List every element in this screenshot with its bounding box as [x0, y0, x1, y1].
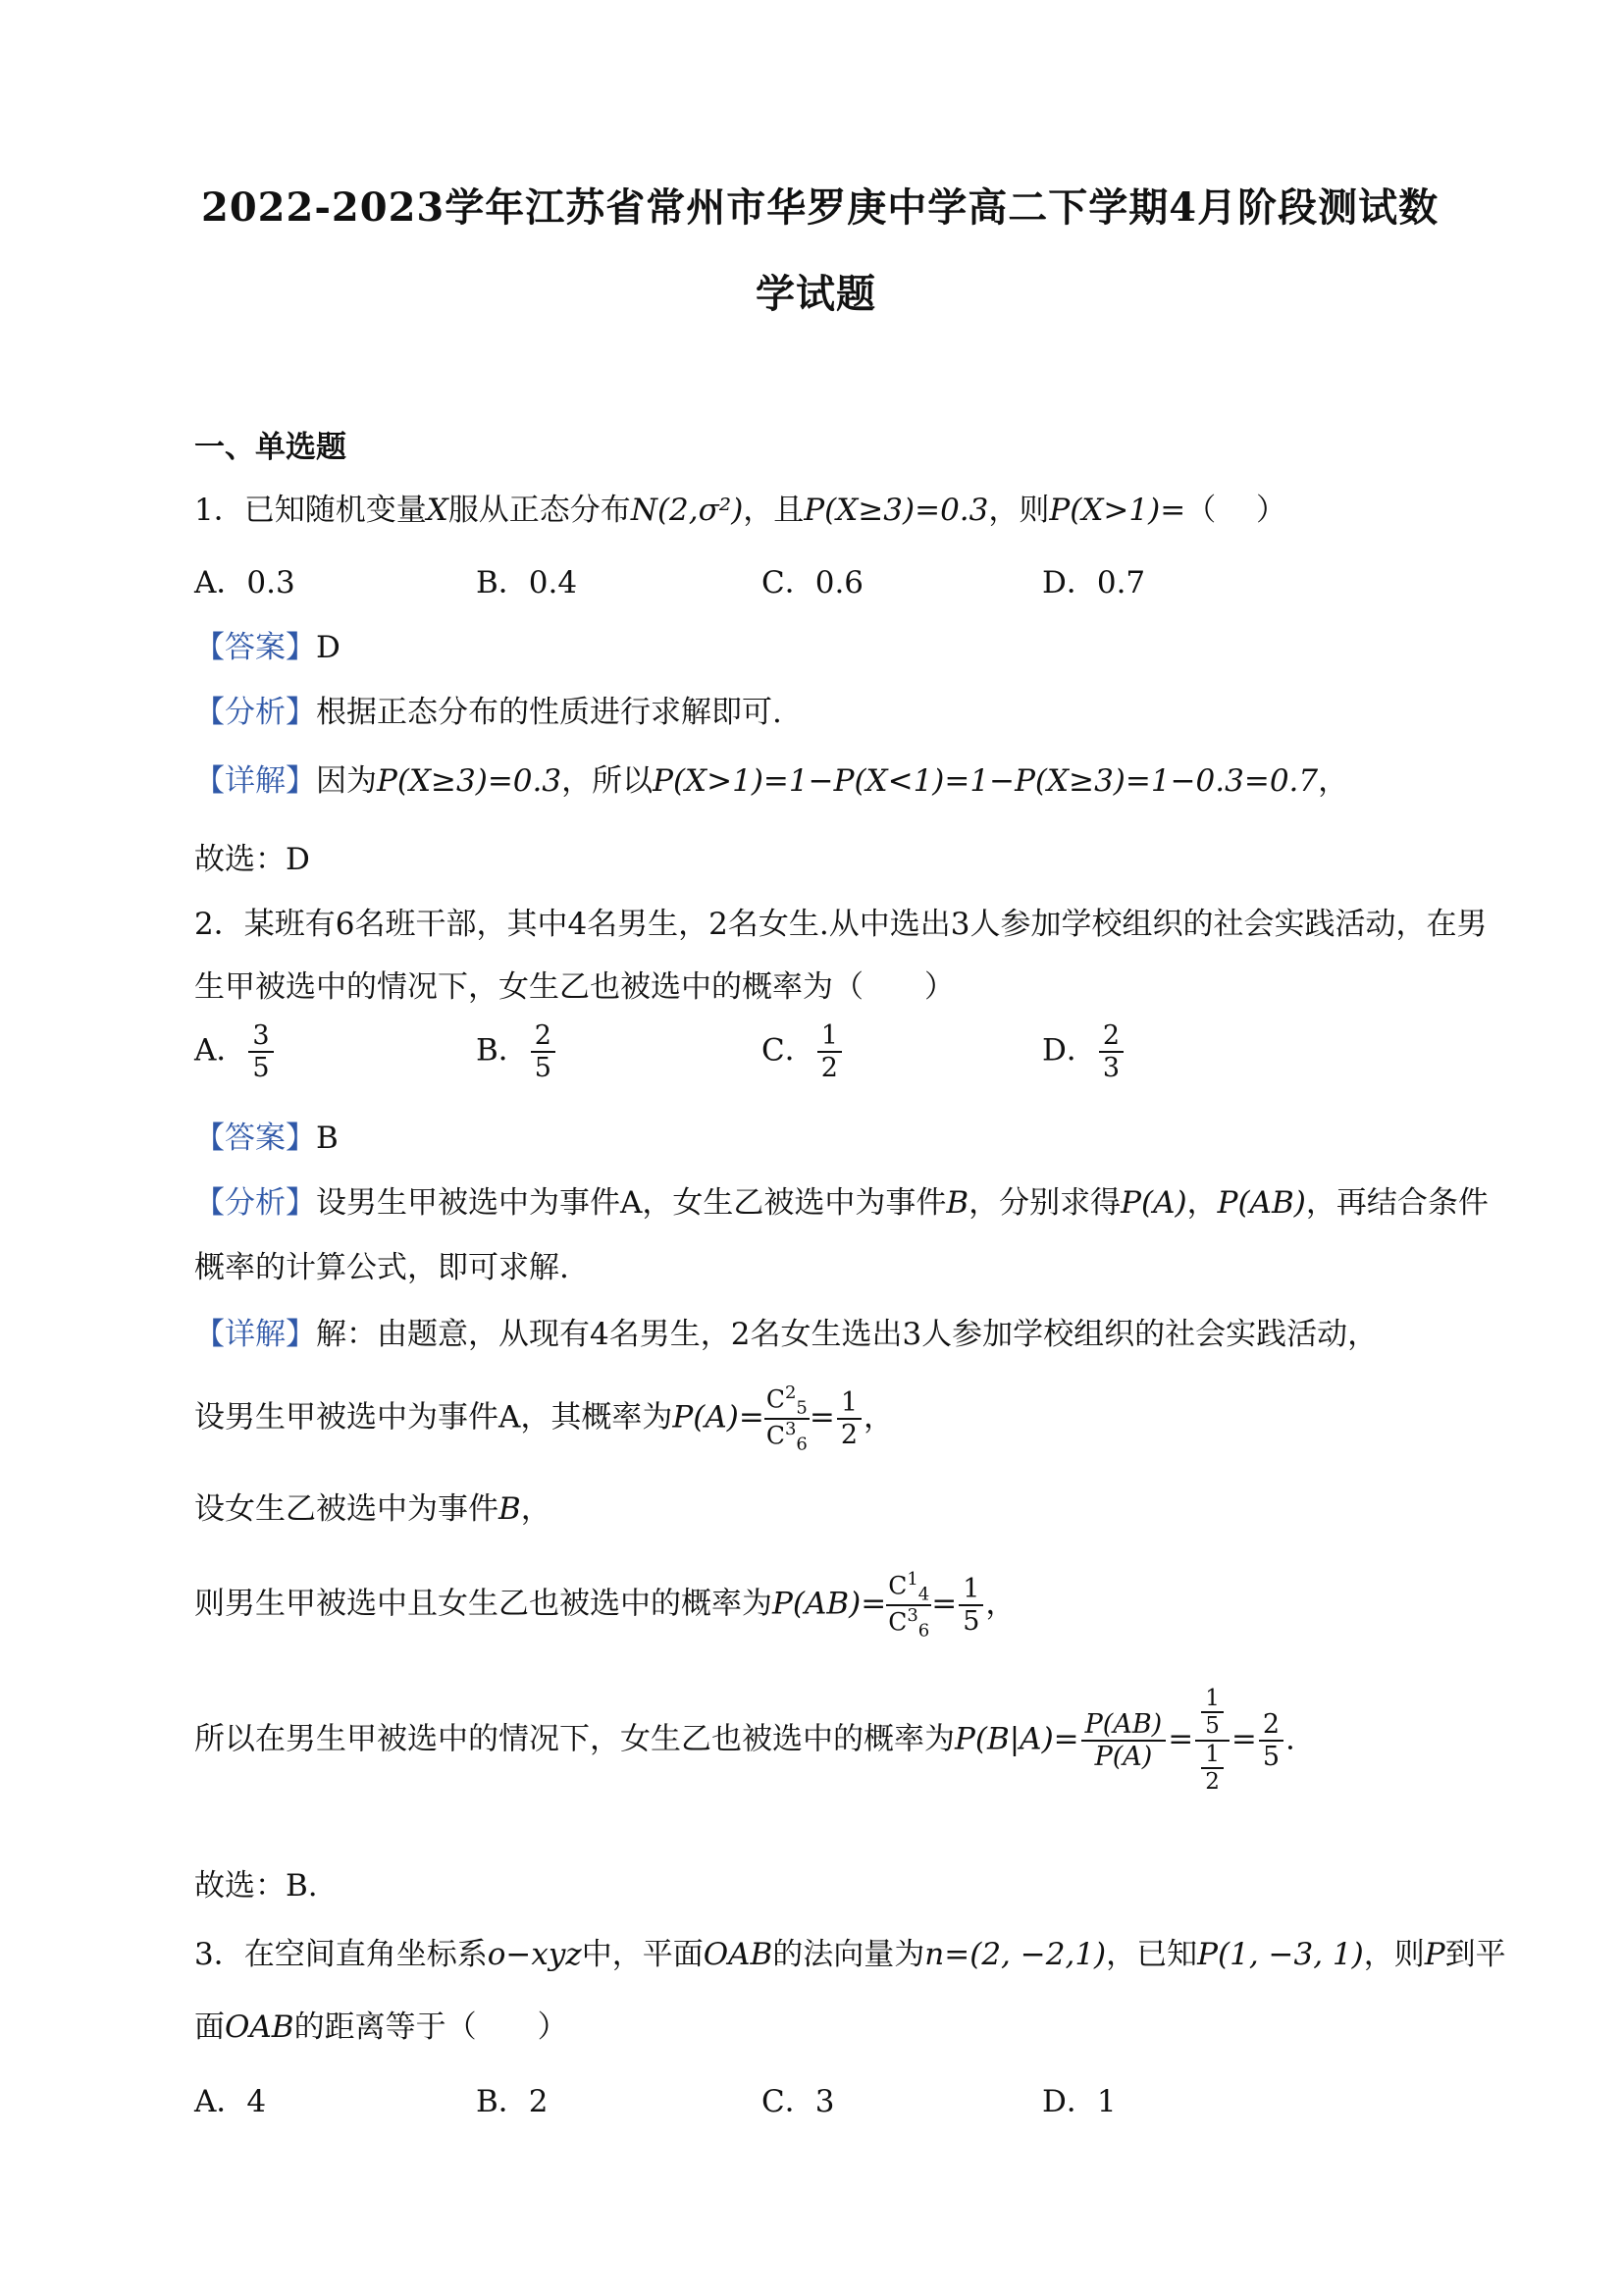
- fifth-num: 1: [959, 1574, 983, 1606]
- answer-tag: 【答案】: [194, 1121, 316, 1156]
- nested-2: 2: [1205, 1769, 1220, 1796]
- c63-sup-2: 3: [907, 1605, 918, 1627]
- q2-option-c-label: C．: [761, 1032, 815, 1069]
- q2-pa-eq: P(A)=: [672, 1399, 764, 1435]
- c63-sub: 6: [796, 1434, 808, 1455]
- c63-sub-2: 6: [917, 1620, 930, 1642]
- q3-text-f: 到平: [1444, 1937, 1506, 1972]
- q2-option-b: [476, 1020, 557, 1083]
- q3-text-d: ，已知: [1106, 1937, 1198, 1972]
- q2-eq-1: =: [809, 1399, 835, 1435]
- q2-analysis-d: ，再结合条件: [1305, 1185, 1489, 1221]
- q3-stem-line1: [194, 1929, 1506, 1973]
- document-title-line2: 学试题: [756, 271, 876, 317]
- q1-text-a: 1．已知随机变量: [194, 493, 427, 528]
- c63-c: C: [765, 1421, 785, 1450]
- q1-analysis-text: 根据正态分布的性质进行求解即可.: [316, 695, 782, 730]
- q3-plane-2: OAB: [225, 2009, 294, 2045]
- q2-option-a: [194, 1020, 276, 1083]
- q2-detail-line2: [194, 1383, 894, 1454]
- q1-text-c: ，且: [743, 493, 805, 528]
- fifth-den: 5: [963, 1606, 980, 1638]
- half-num: 1: [837, 1387, 862, 1420]
- question-1-stem: [194, 485, 1286, 529]
- c63-sup: 3: [784, 1419, 797, 1440]
- q2-pab-eq: P(AB)=: [772, 1586, 887, 1622]
- analysis-tag: 【分析】: [194, 695, 316, 730]
- analysis-tag: 【分析】: [194, 1185, 316, 1221]
- c63-c-2: C: [888, 1607, 908, 1637]
- q2-detail-line2-a: 设男生甲被选中为事件: [194, 1399, 498, 1435]
- q2-option-d-label: D．: [1042, 1032, 1097, 1069]
- q2-pba: P(B|A)=: [955, 1721, 1079, 1757]
- q2-detail-line2-b: ，其概率为: [520, 1399, 673, 1435]
- q1-option-c: C．0.6: [761, 565, 864, 600]
- q2-option-d-num: 2: [1099, 1020, 1124, 1053]
- q2-event-b-2: B: [498, 1491, 521, 1527]
- q3-point: P(1, −3, 1): [1197, 1937, 1364, 1972]
- q2-detail-line1-text: 解：由题意，从现有4名男生，2名女生选出3人参加学校组织的社会实践活动，: [316, 1317, 1379, 1352]
- q2-detail-line4-a: 则男生甲被选中且女生乙也被选中的概率为: [194, 1586, 772, 1622]
- q2-detail-line3-end: ，: [520, 1491, 551, 1527]
- q3-line2-a: 面: [194, 2009, 225, 2045]
- q1-dist: N(2,σ²): [630, 493, 744, 528]
- q2-pab: P(AB): [1217, 1185, 1306, 1221]
- q3-option-b: B．2: [476, 2084, 549, 2119]
- q2-detail-line2-end: ，: [864, 1399, 895, 1435]
- q2-eq-2: =: [931, 1586, 958, 1622]
- q1-paren: （ ）: [1185, 493, 1287, 528]
- q1-detail-a: 因为: [316, 763, 377, 799]
- q2-eq-4: =: [1230, 1721, 1257, 1757]
- nested-1: 1: [1201, 1686, 1224, 1713]
- result-den: 5: [1262, 1741, 1281, 1772]
- c41-c: C: [888, 1571, 908, 1600]
- q2-answer: [194, 1113, 339, 1157]
- q3-text-c: 的法向量为: [772, 1937, 925, 1972]
- q2-detail-line3: [194, 1484, 551, 1528]
- q2-detail-line5: [194, 1686, 1295, 1796]
- q2-pa-den: P(A): [1094, 1741, 1153, 1772]
- q3-coord: o−xyz: [487, 1937, 582, 1972]
- document-title-line1: 2022-2023学年江苏省常州市华罗庚中学高二下学期4月阶段测试数: [201, 184, 1440, 231]
- q2-detail-line4-end: ，: [985, 1586, 1017, 1622]
- q1-var: X: [426, 493, 448, 528]
- c52-sub: 5: [796, 1397, 808, 1419]
- section-heading: 一、单选题: [194, 430, 346, 465]
- q2-answer-value: B: [316, 1121, 339, 1156]
- q2-detail-line5-a: 所以在男生甲被选中的情况下，女生乙也被选中的概率为: [194, 1721, 955, 1757]
- q1-option-b: B．0.4: [476, 565, 578, 600]
- q1-text-b: 服从正态分布: [447, 493, 631, 528]
- half-den: 2: [840, 1420, 859, 1451]
- nested-5: 5: [1205, 1713, 1220, 1740]
- c41-sub: 4: [917, 1584, 930, 1605]
- q2-option-b-den: 5: [534, 1053, 551, 1084]
- q2-option-a-den: 5: [252, 1053, 270, 1084]
- q2-conclusion: 故选：B.: [194, 1868, 318, 1904]
- q2-detail-line4: [194, 1570, 1016, 1641]
- q2-event-a: A: [620, 1185, 643, 1221]
- q1-option-a: A．0.3: [194, 565, 295, 600]
- q2-option-b-num: 2: [531, 1020, 555, 1053]
- q2-dot: .: [1285, 1721, 1295, 1757]
- c52-sup: 2: [784, 1383, 797, 1403]
- q1-answer: [194, 622, 340, 666]
- q1-detail: [194, 756, 1348, 800]
- q2-stem-line2: 生甲被选中的情况下，女生乙也被选中的概率为（ ）: [194, 969, 955, 1005]
- result-num: 2: [1259, 1709, 1283, 1742]
- q2-detail-line3-text: 设女生乙被选中为事件: [194, 1491, 498, 1527]
- q3-p: P: [1424, 1937, 1445, 1972]
- q1-answer-value: D: [316, 630, 340, 665]
- q2-analysis-b: ，女生乙被选中为事件: [642, 1185, 947, 1221]
- q3-option-a: A．4: [194, 2084, 267, 2119]
- q2-option-b-label: B．: [476, 1032, 529, 1069]
- q1-text-d: ，则: [988, 493, 1050, 528]
- c41-sup: 1: [907, 1569, 918, 1590]
- q1-analysis: [194, 687, 782, 731]
- q3-option-c: C．3: [761, 2084, 835, 2119]
- q3-line2-b: 的距离等于（ ）: [293, 2009, 568, 2045]
- q2-comma: ，: [1186, 1185, 1218, 1221]
- q2-event-b: B: [946, 1185, 969, 1221]
- q2-eq-3: =: [1168, 1721, 1194, 1757]
- q3-stem-line2: [194, 2002, 568, 2046]
- c52-c: C: [765, 1384, 785, 1414]
- q2-analysis-line1: [194, 1177, 1489, 1222]
- q3-vector: n=(2, −2,1): [924, 1937, 1107, 1972]
- q2-detail-line1: [194, 1309, 1378, 1353]
- q2-option-a-label: A．: [194, 1032, 247, 1069]
- q2-option-d: [1042, 1020, 1126, 1083]
- q2-stem-line1: 2．某班有6名班干部，其中4名男生，2名女生.从中选出3人参加学校组织的社会实践活动，在男: [194, 907, 1488, 942]
- answer-tag: 【答案】: [194, 630, 316, 665]
- q1-ask: P(X>1)=: [1049, 493, 1186, 528]
- q3-text-b: 中，平面: [581, 1937, 704, 1972]
- q1-detail-e: ，: [1318, 763, 1349, 799]
- q2-option-c-den: 2: [820, 1053, 838, 1084]
- q2-analysis-a: 设男生甲被选中为事件: [316, 1185, 620, 1221]
- q2-option-c: [761, 1020, 844, 1083]
- q1-detail-c: ，所以: [561, 763, 654, 799]
- q2-option-a-num: 3: [248, 1020, 273, 1053]
- q2-option-c-num: 1: [817, 1020, 842, 1053]
- q2-pab-num: P(AB): [1081, 1709, 1167, 1742]
- q2-analysis-c: ，分别求得: [969, 1185, 1122, 1221]
- q1-detail-d: P(X>1)=1−P(X<1)=1−P(X≥3)=1−0.3=0.7: [653, 763, 1319, 799]
- q1-conclusion: 故选：D: [194, 842, 310, 877]
- nested-1b: 1: [1201, 1742, 1224, 1769]
- detail-tag: 【详解】: [194, 763, 316, 799]
- q2-option-d-den: 3: [1102, 1053, 1121, 1084]
- q3-plane: OAB: [703, 1937, 773, 1972]
- q2-pa: P(A): [1121, 1185, 1187, 1221]
- q1-cond: P(X≥3)=0.3: [804, 493, 989, 528]
- q2-analysis-line2: 概率的计算公式，即可求解.: [194, 1250, 569, 1285]
- q3-text-e: ，则: [1363, 1937, 1425, 1972]
- q3-option-d: D．1: [1042, 2084, 1117, 2119]
- detail-tag: 【详解】: [194, 1317, 316, 1352]
- q3-text-a: 3．在空间直角坐标系: [194, 1937, 488, 1972]
- q1-option-d: D．0.7: [1042, 565, 1146, 600]
- q1-detail-b: P(X≥3)=0.3: [377, 763, 562, 799]
- q2-event-a-2: A: [498, 1399, 521, 1435]
